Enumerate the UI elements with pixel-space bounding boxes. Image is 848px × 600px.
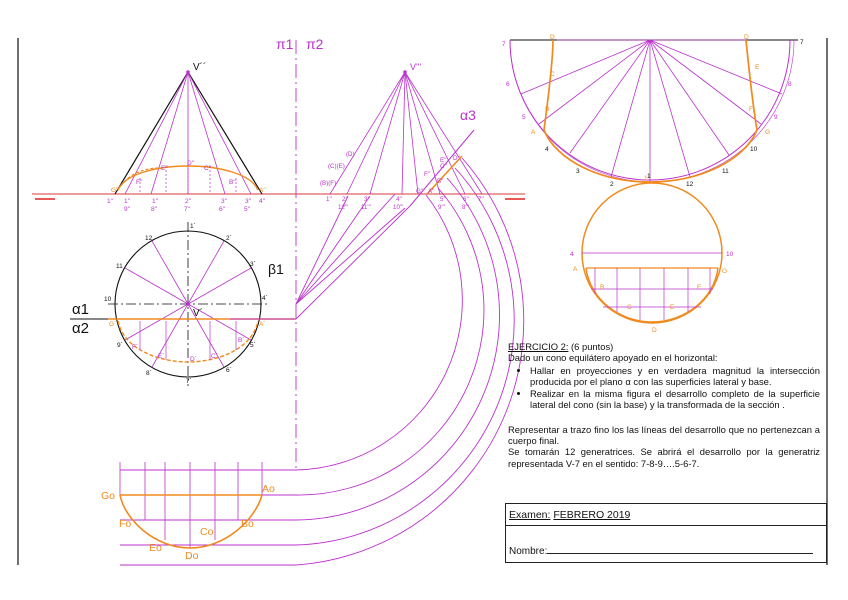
exam-box [505, 503, 827, 563]
dev-sec-c: C [550, 71, 555, 78]
plan-gen-11: 11 [116, 263, 123, 270]
front-base-bot-1: 8'' [151, 206, 158, 213]
transformed-base [570, 175, 734, 334]
plan-section-b: B´ [238, 337, 245, 344]
front-section-g: G'' [111, 187, 119, 194]
tr-e: E [670, 304, 675, 311]
profile-section-b: B'' [437, 178, 444, 185]
profile-base-bot-1: 12''' [338, 204, 349, 211]
exercise-points: (6 puntos) [568, 341, 614, 352]
exercise-note-1: Representar a trazo fino los las líneas del desarrollo que no pertenezcan a cuerpo final. [508, 423, 820, 447]
front-section-a: A'' [259, 187, 266, 194]
name-field[interactable] [547, 544, 813, 554]
dev-sec-e: E [755, 64, 760, 71]
plan-section-e: E´ [158, 353, 165, 360]
front-base-bot-3: 6'' [219, 206, 226, 213]
plan-section-c: C´ [211, 353, 218, 360]
plan-gen-3: 3´ [250, 261, 256, 268]
profile-base-bot-3: 10''' [393, 204, 404, 211]
rabatment-view [101, 462, 275, 562]
front-section-b: B'' [229, 179, 236, 186]
dev-gen-8: 8 [788, 81, 792, 88]
front-section-f: F'' [136, 179, 143, 186]
front-vertex-label: V´´ [193, 62, 207, 73]
front-base-top-4: 3'' [221, 198, 228, 205]
plan-gen-8: 8´ [146, 370, 152, 377]
tr-f: F [697, 284, 701, 291]
profile-section-d: (D) [346, 151, 355, 158]
alpha2-label: α2 [72, 320, 90, 337]
profile-section-c: C'' [440, 163, 447, 170]
front-section-c: C'' [204, 165, 212, 172]
profile-base-top-1: 2'' [342, 196, 348, 203]
exam-value: FEBRERO 2019 [553, 509, 631, 521]
rab-bo: Bo [241, 518, 254, 530]
profile-base-top-0: 1'' [326, 196, 332, 203]
plan-gen-1: 1´ [190, 223, 196, 230]
rab-ao: Ao [262, 483, 275, 495]
profile-base-top-5: 6'' [463, 196, 469, 203]
rab-do: Do [185, 550, 199, 562]
plan-section-a: A´ [259, 321, 266, 328]
plan-gen-12: 12 [145, 235, 153, 242]
tr-10: 10 [726, 251, 734, 258]
exercise-intro: Dado un cono equilátero apoyado en el horizontal: [508, 352, 718, 364]
exercise-bullet-2: • Realizar en la misma figura el desarrollo completo de la superficie lateral del cono (sin la base) y la transformada de la sección . [530, 388, 820, 411]
rab-fo: Fo [119, 518, 132, 530]
profile-section-a: A'' [428, 188, 435, 195]
tr-1: 1 [644, 175, 648, 182]
front-base-top-1: 1'' [124, 198, 131, 205]
plan-gen-2: 2´ [226, 235, 232, 242]
dev-sec-b: B [545, 106, 550, 113]
profile-base-top-3: 4'' [396, 196, 402, 203]
exam-title [509, 509, 630, 521]
plan-view [70, 222, 296, 386]
front-view [107, 61, 266, 213]
profile-base-bot-2: 11''' [361, 204, 371, 211]
profile-base-bot-4: 9''' [438, 204, 445, 211]
name-row [509, 544, 821, 557]
alpha1-label: α1 [72, 301, 90, 318]
rab-co: Co [200, 526, 214, 538]
front-base-bot-2: 7'' [184, 206, 191, 213]
dev-sec-a: A [531, 129, 536, 136]
profile-section-ce: (C)(E) [328, 163, 345, 170]
exercise-note-2: Se tomarán 12 generatrices. Se abrirá el desarrollo por la generatriz representada V-7 en el sentido: 7-8-9….5-6-7. [508, 446, 820, 469]
dev-gen-7b: 7 [800, 39, 804, 46]
exam-label: Examen: [509, 509, 551, 521]
tr-b: B [600, 284, 605, 291]
profile-view [320, 62, 484, 211]
front-base-top-2: 1'' [152, 198, 159, 205]
tr-d: D [652, 327, 657, 334]
exercise-title: EJERCICIO 2: [508, 341, 569, 352]
plan-vertex-label: V´ [193, 308, 203, 319]
dev-gen-9: 9 [774, 114, 778, 121]
dev-gen-7a: 7 [502, 41, 506, 48]
profile-vertex-label: V''' [410, 62, 422, 72]
profile-section-f: F'' [424, 171, 431, 178]
dev-gen-10: 10 [750, 146, 758, 153]
profile-section-g: G'' [416, 188, 424, 195]
tr-c: C [627, 304, 632, 311]
dev-gen-5: 5 [522, 114, 526, 121]
pi1-label: π1 [276, 36, 294, 52]
dev-sec-f: F [749, 106, 753, 113]
front-base-bot-4: 5'' [244, 206, 251, 213]
name-label: Nombre: [509, 546, 548, 557]
tr-g: G [722, 268, 728, 275]
rab-eo: Eo [149, 542, 162, 554]
pi2-label: π2 [306, 36, 324, 52]
development-view [502, 34, 804, 188]
dev-gen-2: 2 [610, 181, 614, 188]
front-base-bot-0: 9'' [124, 206, 131, 213]
exercise-statement [508, 341, 820, 469]
profile-section-e: E'' [440, 157, 447, 164]
rab-go: Go [101, 490, 116, 502]
beta1-label: β1 [268, 261, 284, 277]
exercise-bullet-1: • Hallar en proyecciones y en verdadera magnitud la intersección producida por el plano α con las superficies lateral y base. [530, 365, 820, 388]
plan-gen-6: 6´ [226, 367, 232, 374]
plan-section-g: G´ [109, 321, 117, 328]
tr-a: A [573, 266, 578, 273]
profile-base-top-2: 3'' [364, 196, 370, 203]
dev-sec-d2: D [744, 34, 749, 41]
front-base-top-5: 3'' [245, 198, 252, 205]
front-section-e: E'' [161, 165, 168, 172]
front-base-top-3: 2'' [185, 198, 192, 205]
dev-gen-3: 3 [576, 168, 580, 175]
dev-gen-1: 1 [647, 173, 651, 180]
profile-base-top-4: 5'' [440, 196, 446, 203]
front-section-d: D'' [187, 160, 195, 167]
front-base-top-6: 4'' [259, 198, 266, 205]
profile-section-bf: (B)(F) [320, 180, 337, 187]
dev-gen-11: 11 [722, 168, 729, 175]
alpha3-label: α3 [460, 107, 476, 123]
plan-gen-9: 9´ [117, 342, 123, 349]
profile-section-dd: D'' [453, 155, 460, 162]
plan-section-f: F´ [132, 344, 139, 351]
profile-base-top-6: 7'' [478, 196, 484, 203]
plan-gen-10: 10 [104, 296, 112, 303]
dev-sec-g: G [765, 129, 771, 136]
plan-gen-7: 7´ [186, 378, 192, 385]
dev-sec-d1: D [550, 34, 555, 41]
dev-gen-12: 12 [686, 181, 694, 188]
exercise-bullets [508, 365, 820, 411]
plan-gen-5: 5´ [250, 342, 256, 349]
tr-4: 4 [570, 251, 574, 258]
dev-gen-6: 6 [506, 81, 510, 88]
plan-gen-4: 4´ [262, 295, 268, 302]
profile-base-bot-5: 8''' [462, 204, 469, 211]
front-base-top-0: 1'' [107, 198, 114, 205]
plan-section-d: D´ [190, 356, 197, 363]
dev-gen-4: 4 [545, 146, 549, 153]
